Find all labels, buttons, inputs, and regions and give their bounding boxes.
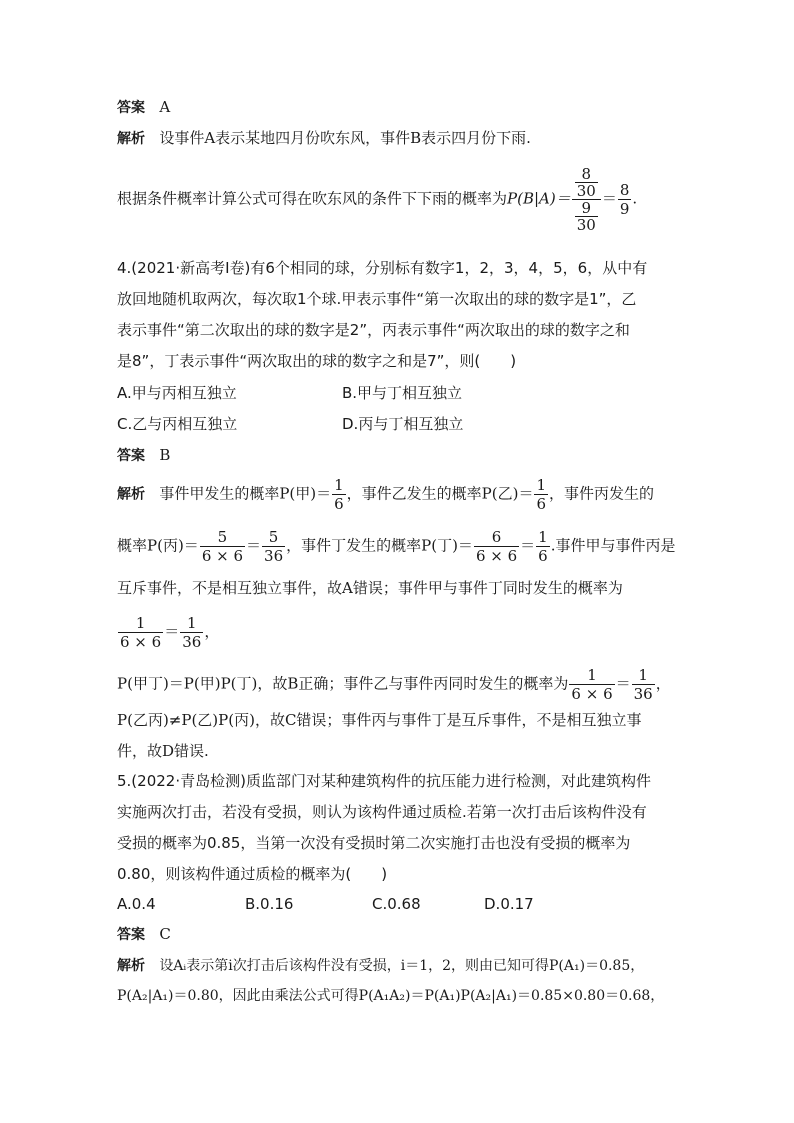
q4-option-a: A.甲与丙相互独立 [117, 384, 237, 402]
frac-den: 36 [264, 547, 284, 565]
q4-fraction-1-36 [180, 614, 203, 651]
q4-analysis-text: ，事件丁发生的概率P(丁)＝ [286, 536, 473, 555]
q4-answer-value: B [159, 446, 171, 464]
q3-fraction-numerator [575, 166, 598, 199]
frac-den: 6 × 6 [120, 633, 162, 651]
frac-num: 1 [118, 614, 163, 633]
answer-label: 答案 [117, 927, 145, 943]
q4-fraction-6-6x6 [474, 528, 519, 565]
q3-analysis-text-1: 设事件A表示某地四月份吹东风，事件B表示四月份下雨. [159, 129, 531, 147]
analysis-label: 解析 [117, 958, 145, 974]
q3-compound-fraction [572, 166, 601, 233]
q5-option-c: C.0.68 [372, 895, 421, 913]
q4-analysis-line-6: P(乙丙)≠P(乙)P(丙)，故C错误；事件丙与事件丁是互斥事件，不是相互独立事 [117, 711, 642, 729]
q4-analysis-text: ，事件丙发生的 [549, 484, 655, 503]
frac-num: 1 [569, 666, 614, 685]
q4-comma: ， [655, 674, 671, 693]
q4-option-d: D.丙与丁相互独立 [342, 415, 464, 433]
frac-num: 5 [262, 528, 285, 547]
q3-fraction-denominator [575, 200, 598, 233]
q3-result-fraction [618, 181, 632, 218]
q4-analysis-text: P(甲丁)＝P(甲)P(丁)，故B正确；事件乙与事件丙同时发生的概率为 [117, 674, 569, 693]
q4-analysis-text: 事件甲发生的概率P(甲)＝ [159, 484, 332, 503]
q3-num-den: 30 [576, 182, 596, 200]
q4-fraction-1-36 [632, 666, 655, 703]
q3-den-den: 30 [576, 216, 596, 234]
q3-den-num: 9 [575, 200, 598, 217]
analysis-label: 解析 [117, 131, 145, 147]
q4-analysis-text: ，事件乙发生的概率P(乙)＝ [346, 484, 534, 503]
q5-option-d: D.0.17 [484, 895, 534, 913]
frac-den: 6 × 6 [571, 685, 613, 703]
frac-den: 36 [182, 633, 202, 651]
q4-analysis-line-7: 件，故D错误. [117, 742, 209, 760]
q5-stem-line-2: 实施两次打击，若没有受损，则认为该构件通过质检.若第一次打击后该构件没有 [117, 803, 647, 821]
q4-analysis-line-5: P(甲丁)＝P(甲)P(丁)，故B正确；事件乙与事件丙同时发生的概率为 $\frac{1}{6 \times 6}$ ＝ $\frac{1}{36}$ ， [117, 666, 671, 703]
q5-stem-line-1: 5.(2022·青岛检测)质监部门对某种建筑构件的抗压能力进行检测，对此建筑构件 [117, 772, 651, 790]
q3-expression: P(B|A)＝ [507, 189, 571, 208]
q4-stem-line-3: 表示事件“第二次取出的球的数字是2”，丙表示事件“两次取出的球的数字之和 [117, 321, 630, 339]
q5-stem-line-3: 受损的概率为0.85，当第一次没有受损时第二次实施打击也没有受损的概率为 [117, 834, 631, 852]
frac-num: 1 [180, 614, 203, 633]
answer-label: 答案 [117, 448, 145, 464]
q3-answer-value: A [159, 98, 171, 116]
q3-analysis-line-1 [117, 128, 531, 149]
frac-den: 6 × 6 [201, 547, 244, 565]
q3-result-num: 8 [619, 181, 630, 199]
analysis-label: 解析 [117, 486, 145, 503]
frac-den: 6 [538, 547, 548, 565]
q4-stem-line-4: 是8”，丁表示事件“两次取出的球的数字之和是7”，则( ) [117, 352, 517, 370]
frac-num: 1 [538, 528, 548, 546]
q5-answer-line [117, 924, 171, 945]
q4-option-c: C.乙与丙相互独立 [117, 415, 238, 433]
q4-analysis-line-2: 概率P(丙)＝ $\frac{5}{6 \times 6}$ ＝ $\frac{5}{36}$ ，事件丁发生的概率P(丁)＝ $\frac{6}{6 \times 6}$ ＝ $\frac{1}{6}$ .事件甲与事件丙是 [117, 528, 676, 565]
q5-option-b: B.0.16 [245, 895, 294, 913]
q3-period: . [632, 189, 638, 208]
q4-option-b: B.甲与丁相互独立 [342, 384, 463, 402]
frac-num: 1 [632, 666, 655, 685]
q5-analysis-line-2: P(A₂|A₁)＝0.80，因此由乘法公式可得P(A₁A₂)＝P(A₁)P(A₂|A₁)＝0.85×0.80＝0.68， [117, 988, 665, 1004]
frac-num: 1 [334, 476, 344, 494]
frac-den: 6 × 6 [475, 547, 518, 565]
q3-answer-line [117, 97, 170, 118]
q4-analysis-line-3: 互斥事件，不是相互独立事件，故A错误；事件甲与事件丁同时发生的概率为 [117, 579, 623, 597]
q4-stem-line-2: 放回地随机取两次，每次取1个球.甲表示事件“第一次取出的球的数字是1”，乙 [117, 290, 637, 308]
frac-den: 6 [536, 495, 547, 513]
q3-equals: ＝ [601, 189, 617, 208]
frac-den: 6 [334, 495, 344, 513]
q4-fraction-5-36 [262, 528, 285, 565]
q5-stem-line-4: 0.80，则该构件通过质检的概率为( ) [117, 865, 388, 883]
q4-fraction-1-6 [534, 476, 548, 513]
q5-answer-value: C [159, 925, 171, 943]
q4-analysis-line-1 [117, 476, 654, 513]
q5-option-a: A.0.4 [117, 895, 156, 913]
q3-analysis-text-2: 根据条件概率计算公式可得在吹东风的条件下下雨的概率为 [117, 189, 508, 208]
frac-num: 1 [536, 476, 547, 494]
q4-fraction-1-6 [536, 528, 550, 565]
frac-num: 5 [200, 528, 245, 547]
q4-fraction-5-6x6 [200, 528, 245, 565]
q5-analysis-line-1 [117, 955, 644, 976]
q4-fraction-1-6x6 [118, 614, 163, 651]
q4-stem-line-1: 4.(2021·新高考Ⅰ卷)有6个相同的球，分别标有数字1，2，3，4，5，6，从中有 [117, 259, 648, 277]
answer-label: 答案 [117, 100, 145, 116]
q4-comma: ， [204, 622, 220, 641]
q3-analysis-line-2 [117, 166, 637, 233]
frac-den: 36 [633, 685, 653, 703]
q4-analysis-line-4: $\frac{1}{6 \times 6}$ ＝ $\frac{1}{36}$ ， [120, 614, 220, 651]
q4-analysis-text: .事件甲与事件丙是 [550, 536, 676, 555]
q5-analysis-text-1: 设Aᵢ表示第i次打击后该构件没有受损，i＝1，2，则由已知可得P(A₁)＝0.85， [159, 958, 645, 974]
q4-analysis-text: 概率P(丙)＝ [117, 536, 199, 555]
q4-fraction-1-6x6 [569, 666, 614, 703]
q4-fraction-1-6 [332, 476, 346, 513]
q3-result-den: 9 [619, 200, 630, 218]
q4-answer-line [117, 445, 170, 466]
q3-num-num: 8 [575, 166, 598, 183]
frac-num: 6 [474, 528, 519, 547]
